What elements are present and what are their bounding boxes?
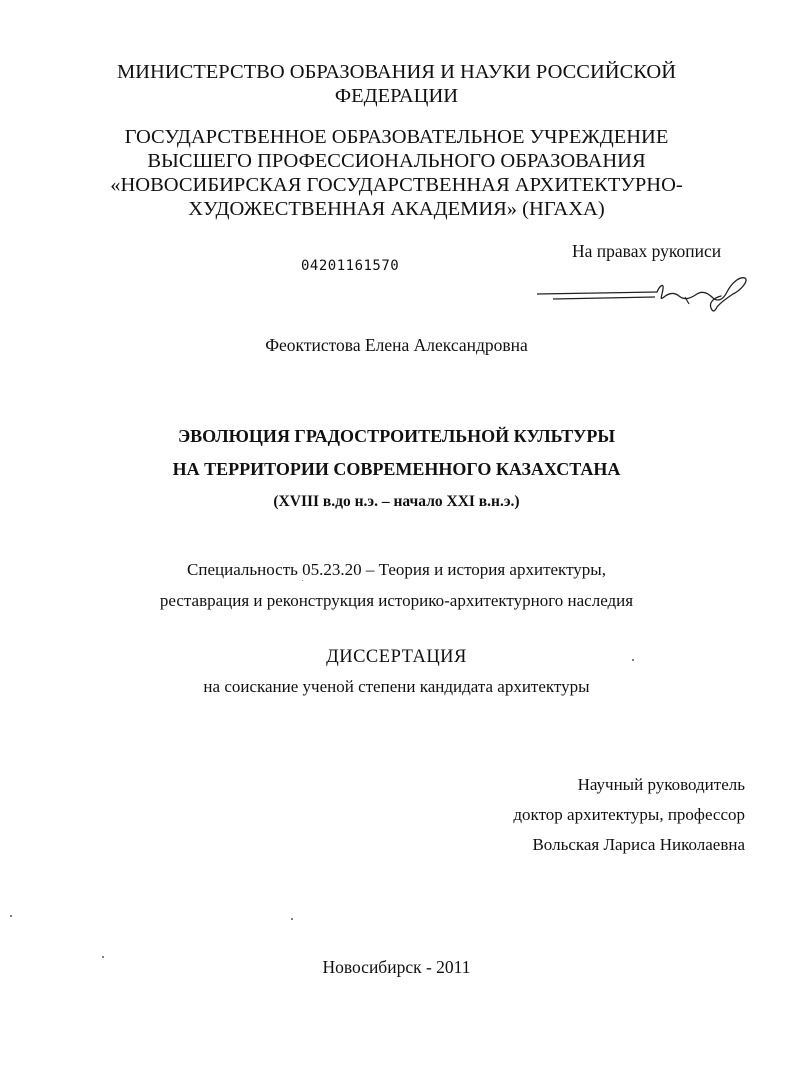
institution-line-2: ВЫСШЕГО ПРОФЕССИОНАЛЬНОГО ОБРАЗОВАНИЯ [147, 150, 646, 172]
ministry-line-1: МИНИСТЕРСТВО ОБРАЗОВАНИЯ И НАУКИ РОССИЙСКОЙ [116, 61, 677, 83]
author-name: Феоктистова Елена Александровна [265, 335, 528, 355]
institution-heading [0, 125, 793, 221]
institution-line-3: «НОВОСИБИРСКАЯ ГОСУДАРСТВЕННАЯ АРХИТЕКТУРНО- [110, 174, 683, 196]
advisor-role: Научный руководитель [577, 775, 745, 794]
ministry-heading [0, 60, 793, 108]
scan-speck [102, 956, 104, 958]
advisor-rank: доктор архитектуры, профессор [513, 805, 745, 824]
city-year: Новосибирск - 2011 [322, 957, 471, 977]
specialty-line-2: реставрация и реконструкция историко-архитектурного наследия [159, 591, 634, 610]
advisor-block [513, 770, 745, 860]
institution-line-1: ГОСУДАРСТВЕННОЕ ОБРАЗОВАТЕЛЬНОЕ УЧРЕЖДЕНИЕ [124, 126, 669, 148]
specialty [0, 554, 793, 616]
document-type: ДИССЕРТАЦИЯ [326, 647, 467, 667]
specialty-line-1: Специальность 05.23.20 – Теория и история архитектуры, [187, 560, 606, 579]
dissertation-period: (XVIII в.до н.э. – начало XXI в.н.э.) [273, 493, 520, 510]
advisor-name: Вольская Лариса Николаевна [532, 835, 745, 854]
scan-speck [302, 580, 303, 581]
scan-speck [10, 915, 12, 917]
signature-icon [535, 272, 750, 316]
dissertation-title-line-2: НА ТЕРРИТОРИИ СОВРЕМЕННОГО КАЗАХСТАНА [172, 459, 621, 479]
institution-line-4: ХУДОЖЕСТВЕННАЯ АКАДЕМИЯ» (НГАХА) [188, 198, 605, 220]
dissertation-title-line-1: ЭВОЛЮЦИЯ ГРАДОСТРОИТЕЛЬНОЙ КУЛЬТУРЫ [177, 426, 616, 446]
registration-code: 04201161570 [301, 258, 400, 274]
scan-speck [291, 918, 293, 920]
ministry-line-2: ФЕДЕРАЦИИ [334, 85, 459, 107]
scan-speck [632, 659, 634, 661]
manuscript-rights: На правах рукописи [572, 241, 722, 261]
degree-statement: на соискание ученой степени кандидата архитектуры [203, 677, 590, 696]
